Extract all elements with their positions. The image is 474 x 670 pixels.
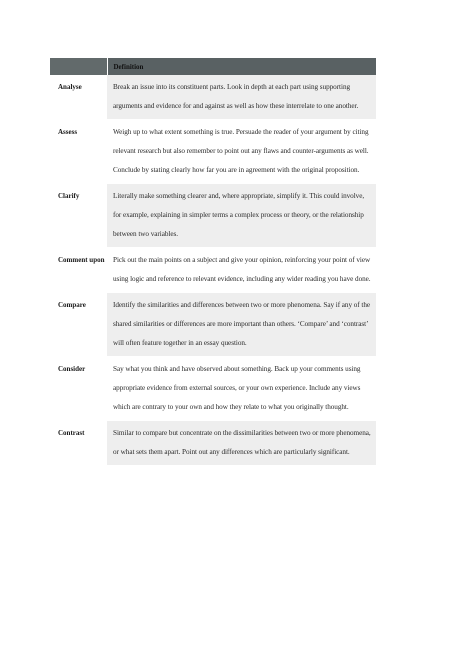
definition-cell: Similar to compare but concentrate on the dissimilarities between two or more phenomena, or what sets them apart. Point out any differences which are particularly significant.	[107, 421, 376, 466]
empty-table-row	[50, 466, 376, 501]
definition-cell: Weigh up to what extent something is true. Persuade the reader of your argument by citing relevant research but also remember to point out any flaws and counter-arguments as well. Conclude by stating clearly how far you are in agreement with the original proposition.	[107, 120, 376, 184]
table-row	[50, 293, 376, 357]
term-cell: Clarify	[50, 184, 107, 248]
table-row	[50, 248, 376, 293]
definitions-table	[50, 58, 377, 501]
empty-definition-cell	[107, 466, 376, 501]
term-column-header	[50, 58, 107, 75]
definition-cell: Break an issue into its constituent parts. Look in depth at each part using supporting arguments and evidence for and against as well as how these interrelate to one another.	[107, 75, 376, 120]
table-row	[50, 120, 376, 184]
term-cell: Compare	[50, 293, 107, 357]
definition-cell: Identify the similarities and differences between two or more phenomena. Say if any of the shared similarities or differences are more important than others. ‘Compare’ and ‘contrast’ will often feature together in an essay question.	[107, 293, 376, 357]
table-row	[50, 184, 376, 248]
table-header-row	[50, 58, 376, 75]
definition-cell: Pick out the main points on a subject and give your opinion, reinforcing your point of view using logic and reference to relevant evidence, including any wider reading you have done.	[107, 248, 376, 293]
table-row	[50, 75, 376, 120]
term-cell: Consider	[50, 357, 107, 421]
definition-cell: Say what you think and have observed about something. Back up your comments using appropriate evidence from external sources, or your own experience. Include any views which are contrary to your own and how they relate to what you originally thought.	[107, 357, 376, 421]
table-row	[50, 421, 376, 466]
definition-cell: Literally make something clearer and, where appropriate, simplify it. This could involve, for example, explaining in simpler terms a complex process or theory, or the relationship between two variables.	[107, 184, 376, 248]
table-row	[50, 357, 376, 421]
term-cell: Analyse	[50, 75, 107, 120]
definition-column-header: Definition	[107, 58, 376, 75]
term-cell: Comment upon	[50, 248, 107, 293]
term-cell: Assess	[50, 120, 107, 184]
empty-term-cell	[50, 466, 107, 501]
term-cell: Contrast	[50, 421, 107, 466]
